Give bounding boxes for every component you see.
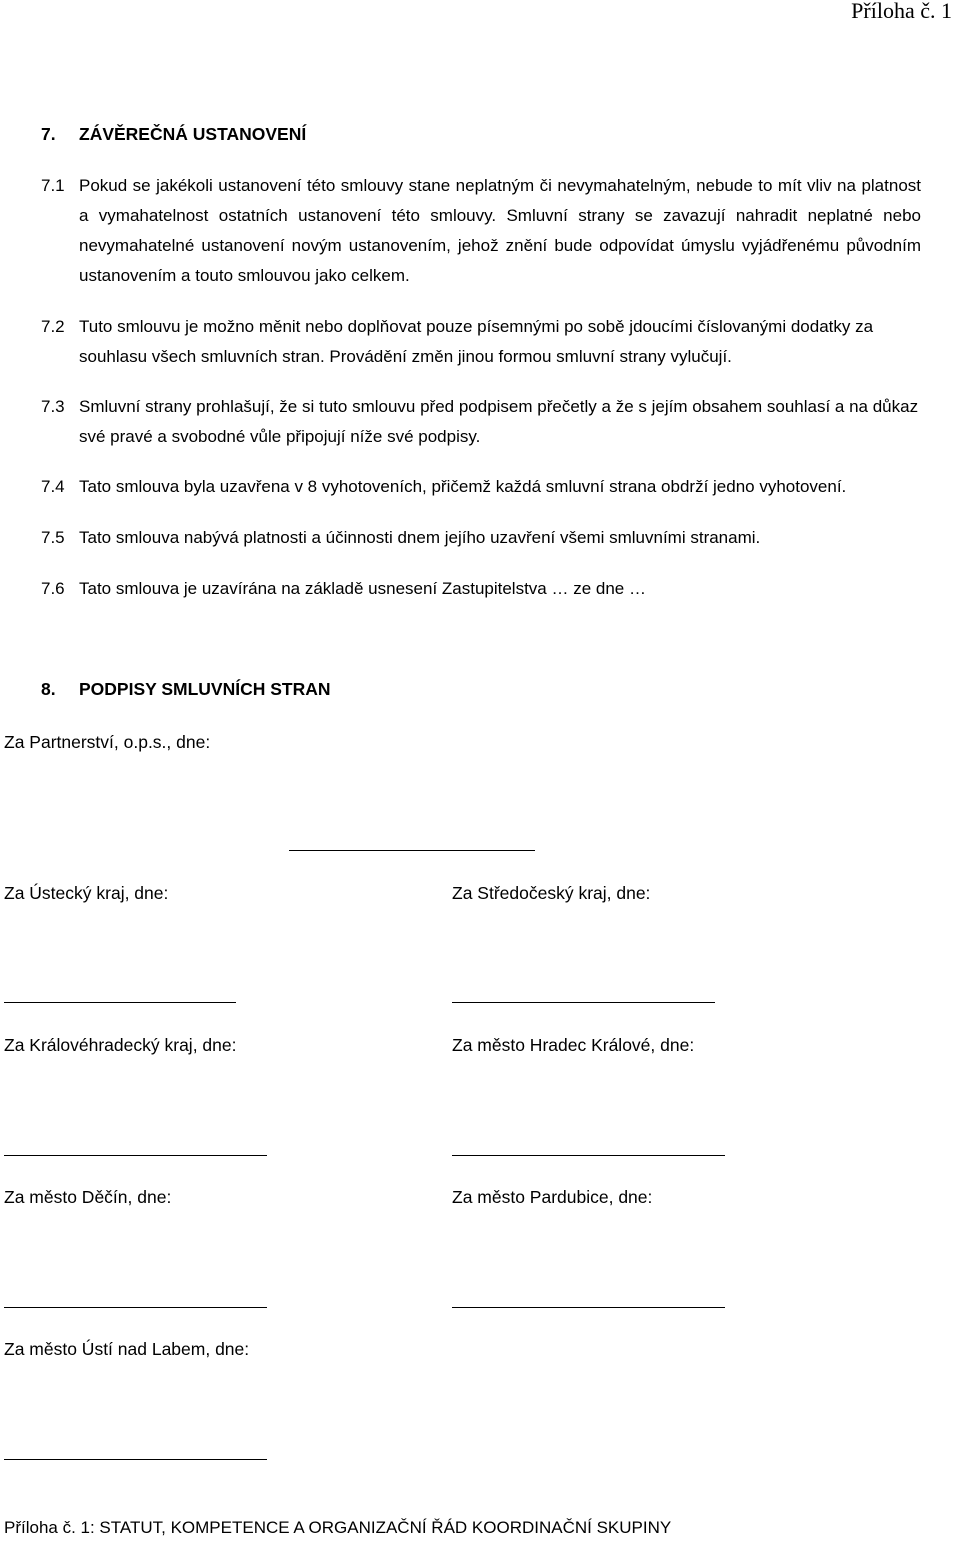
attachment-label: Příloha č. 1	[851, 0, 952, 23]
clause-text: Tuto smlouvu je možno měnit nebo doplňovat pouze písemnými po sobě jdoucími číslovanými dodatky za souhlasu všech smluvních stran. Provádění změn jinou formou smluvní strany vylučují.	[79, 317, 874, 366]
signatory-ustecky-kraj: Za Ústecký kraj, dne:	[4, 883, 169, 903]
signature-line-usti-nad-labem	[4, 1459, 267, 1460]
signatory-stredocesky-kraj: Za Středočeský kraj, dne:	[452, 883, 651, 903]
signature-line-kralovehradecky-kraj	[4, 1155, 267, 1156]
section-number: 7.	[41, 124, 56, 144]
clause-number: 7.2	[41, 317, 65, 336]
clause-7-1	[41, 171, 921, 291]
signatory-pardubice: Za město Pardubice, dne:	[452, 1187, 653, 1207]
section-title: ZÁVĚREČNÁ USTANOVENÍ	[79, 124, 307, 144]
clause-text: Tato smlouva je uzavírána na základě usnesení Zastupitelstva … ze dne …	[79, 579, 646, 598]
signatory-decin: Za město Děčín, dne:	[4, 1187, 172, 1207]
signature-line-ustecky-kraj	[4, 1002, 236, 1003]
clause-number: 7.1	[41, 176, 65, 195]
clause-number: 7.6	[41, 579, 65, 598]
signatory-usti-nad-labem: Za město Ústí nad Labem, dne:	[4, 1339, 250, 1359]
signature-line-decin	[4, 1307, 267, 1308]
clause-text: Tato smlouva nabývá platnosti a účinnosti dnem jejího uzavření všemi smluvními stranami.	[79, 528, 761, 547]
clause-text: Smluvní strany prohlašují, že si tuto smlouvu před podpisem přečetly a že s jejím obsahem souhlasí a na důkaz své pravé a svobodné vůle připojují níže své podpisy.	[79, 397, 919, 446]
clause-number: 7.5	[41, 528, 65, 547]
footer-caption: Příloha č. 1: STATUT, KOMPETENCE A ORGANIZAČNÍ ŘÁD KOORDINAČNÍ SKUPINY	[4, 1518, 672, 1537]
signature-line-partnerstvi	[289, 850, 535, 851]
signatory-kralovehradecky-kraj: Za Královéhradecký kraj, dne:	[4, 1035, 237, 1055]
clause-text: Pokud se jakékoli ustanovení této smlouvy stane neplatným či nevymahatelným, nebude to mít vliv na platnost a vymahatelnost ostatních ustanovení této smlouvy. Smluvní strany se zavazují nahradit neplatné nebo nevymahatelné ustanovení novým ustanovením, jehož znění bude odpovídat úmyslu vyjádřenému původním ustanovením a touto smlouvou jako celkem.	[79, 176, 921, 285]
signatory-hradec-kralove: Za město Hradec Králové, dne:	[452, 1035, 695, 1055]
clause-7-5	[41, 523, 921, 553]
signature-line-pardubice	[452, 1307, 725, 1308]
section-8-heading	[41, 679, 331, 700]
clause-7-4	[41, 472, 921, 502]
section-7-heading	[41, 124, 306, 145]
signature-line-stredocesky-kraj	[452, 1002, 715, 1003]
section-title: PODPISY SMLUVNÍCH STRAN	[79, 679, 331, 699]
signatory-partnerstvi: Za Partnerství, o.p.s., dne:	[4, 732, 211, 752]
section-number: 8.	[41, 679, 56, 699]
clause-7-2	[41, 312, 921, 372]
clause-number: 7.3	[41, 397, 65, 416]
clause-number: 7.4	[41, 477, 65, 496]
clause-text: Tato smlouva byla uzavřena v 8 vyhotoveních, přičemž každá smluvní strana obdrží jedno vyhotovení.	[79, 477, 847, 496]
signature-line-hradec-kralove	[452, 1155, 725, 1156]
clause-7-6	[41, 574, 921, 604]
clause-7-3	[41, 392, 921, 452]
